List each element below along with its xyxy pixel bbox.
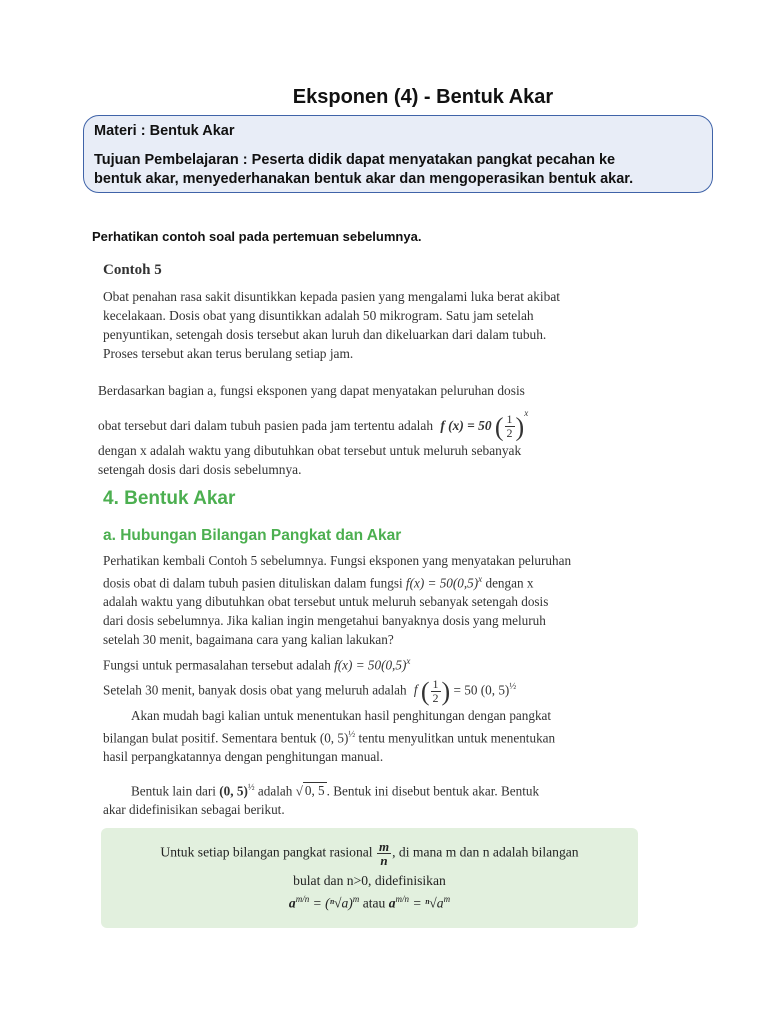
paragraph-4 [103,706,555,766]
sub-heading: a. Hubungan Bilangan Pangkat dan Akar [103,527,402,544]
berdasarkan-line-3: dengan x adalah waktu yang dibutuhkan obat tersebut untuk meluruh sebanyak [98,443,522,458]
berdasarkan-text: obat tersebut dari dalam tubuh pasien pada jam tertentu adalah [98,418,434,433]
paragraph-5 [103,778,539,819]
tujuan-line-2: bentuk akar, menyederhanakan bentuk akar dan mengoperasikan bentuk akar. [94,171,634,187]
p1-line: Perhatikan kembali Contoh 5 sebelumnya. Fungsi eksponen yang menyatakan peluruhan [103,553,572,568]
p5-line: akar didefinisikan sebagai berikut. [103,802,285,818]
contoh-line: kecelakaan. Dosis obat yang disuntikkan adalah 50 mikrogram. Satu jam setelah [103,308,534,323]
fraction-m-n: $\frac{m}{n}$ [378,839,390,868]
contoh-title: Contoh 5 [103,262,162,278]
definition-line-1: Untuk setiap bilangan pangkat rasional $\frac{m}{n}$ , di mana m dan n adalah bilangan [160,839,579,868]
intro-text: Perhatikan contoh soal pada pertemuan sebelumnya. [92,229,422,244]
definition-formula: $a^{m/n} = (^n√a)^m$ atau $a^{m/n} = ^n√a^m$ [288,894,451,911]
tujuan-line-1: Tujuan Pembelajaran : Peserta didik dapat menyatakan pangkat pecahan ke [94,152,616,168]
p1-line: adalah waktu yang dibutuhkan obat tersebut untuk meluruh sebanyak setengah dosis [103,594,549,610]
berdasarkan-line-4: setengah dosis dari dosis sebelumnya. [98,462,302,477]
contoh-line: Obat penahan rasa sakit disuntikkan kepada pasien yang mengalami luka berat akibat [103,289,560,304]
definition-line-2: bulat dan n>0, didefinisikan [293,873,446,888]
formula-fx: f (x) = 50 [440,418,492,433]
objective-box [83,115,713,193]
paragraph-2: Fungsi untuk permasalahan tersebut adalah $f(x) = 50(0,5)^x$ [103,656,411,673]
paragraph-3: Setelah 30 menit, banyak dosis obat yang meluruh adalah f ( $\frac{1}{2}$ ) = 50 (0, 5)$^{\frac{1}{2}}$ [103,676,517,706]
materi-label: Materi : Bentuk Akar [94,123,235,139]
page-title: Eksponen (4) - Bentuk Akar [292,86,554,108]
p5-line: Bentuk lain dari (0, 5)$^{\frac{1}{2}}$ adalah √ 0, 5 . Bentuk ini disebut bentuk akar. Bentuk [131,782,540,799]
contoh-line: penyuntikan, setengah dosis tersebut akan luruh dan dikeluarkan dari dalam tubuh. [103,327,547,342]
contoh-body [103,287,560,363]
berdasarkan-line-2: obat tersebut dari dalam tubuh pasien pada jam tertentu adalah f (x) = 50 ( $\frac{1}{2}$ )$^x$ [98,408,529,442]
fraction-half: $\frac{1}{2}$ [432,676,439,705]
fraction-half: $\frac{1}{2}$ [506,412,513,441]
contoh-line: Proses tersebut akan terus berulang setiap jam. [103,346,354,361]
p1-line: setelah 30 menit, bagaimana cara yang kalian lakukan? [103,632,394,648]
definition-box [101,828,638,928]
p1-line: dari dosis sebelumnya. Jika kalian ingin mengetahui banyaknya dosis yang meluruh [103,613,546,629]
berdasarkan-line-1: Berdasarkan bagian a, fungsi eksponen yang dapat menyatakan peluruhan dosis [98,383,525,398]
p4-line: Akan mudah bagi kalian untuk menentukan hasil penghitungan dengan pangkat [131,708,552,723]
section-heading: 4. Bentuk Akar [103,488,236,509]
p1-line: dosis obat di dalam tubuh pasien dituliskan dalam fungsi $f(x) = 50(0,5)^x$ dengan x [103,574,534,591]
p4-line: hasil perpangkatannya dengan penghitungan manual. [103,749,384,765]
paragraph-1 [103,551,571,649]
p4-line: bilangan bulat positif. Sementara bentuk (0, 5)$^{\frac{1}{2}}$ tentu menyulitkan untuk menentukan [103,729,556,746]
